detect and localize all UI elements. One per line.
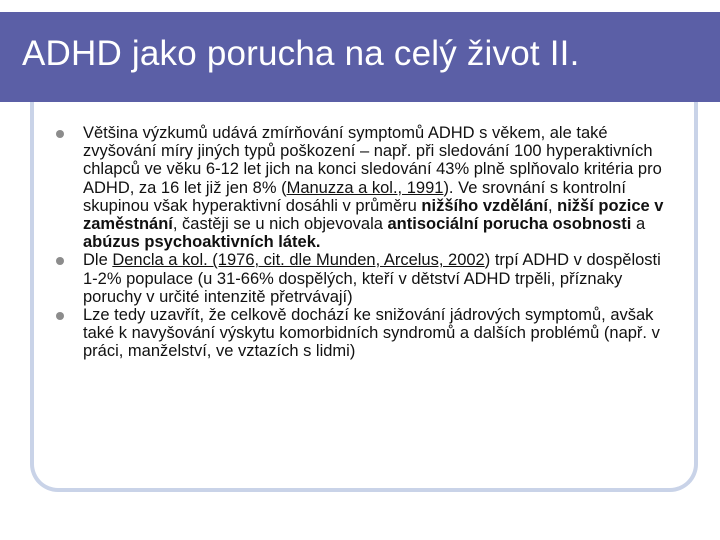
bullet-text: , častěji se u nich objevovala [172, 215, 388, 234]
bullet-text: a [631, 215, 646, 234]
emphasis-education: nižšího vzdělání [421, 196, 548, 215]
bullet-list [56, 124, 664, 361]
bullet-text: ) trpí ADHD v dospělosti 1-2% populace (u 31-66% dospělých, kteří v dětství ADHD trpěli, příznaky poruchy v určité intenzitě přetrvávají) [83, 251, 661, 306]
emphasis-employment: nižší pozice v zaměstnání [83, 196, 664, 234]
bullet-text: Dle [83, 251, 113, 270]
emphasis-antisocial: antisociální porucha osobnosti [387, 215, 632, 234]
citation-manuzza: Manuzza a kol., 1991 [286, 178, 444, 197]
bullet-dot-icon [56, 130, 64, 138]
emphasis-substance-abuse: abúzus psychoaktivních látek. [83, 233, 321, 252]
bullet-text: Lze tedy uzavřít, že celkově dochází ke snižování jádrových symptomů, avšak také k navyšování výskytu komorbidních syndromů a dalších problémů (např. v práci, manželství, ve vztazích s lidmi) [83, 306, 660, 361]
bullet-dot-icon [56, 257, 64, 265]
slide-title: ADHD jako porucha na celý život II. [22, 34, 580, 73]
bullet-text: Většina výzkumů udává zmírňování symptomů ADHD s věkem, ale také zvyšování míry jiných typů poškození – např. při sledování 100 hyperaktivních chlapců ve věku 6-12 let jich na konci sledování 43% plně splňovalo kritéria pro ADHD, za 16 let již jen 8% ( [83, 124, 662, 197]
bullet-item [56, 306, 664, 361]
slide-header [0, 12, 720, 102]
bullet-item [56, 124, 664, 251]
citation-dencla: Dencla a kol. (1976, cit. dle Munden, Arcelus, 2002 [112, 251, 485, 270]
bullet-text: , [547, 196, 558, 215]
bullet-text: ). Ve srovnání s kontrolní skupinou však hyperaktivní dosáhli v průměru [83, 178, 626, 215]
bullet-item [56, 251, 664, 306]
bullet-dot-icon [56, 312, 64, 320]
